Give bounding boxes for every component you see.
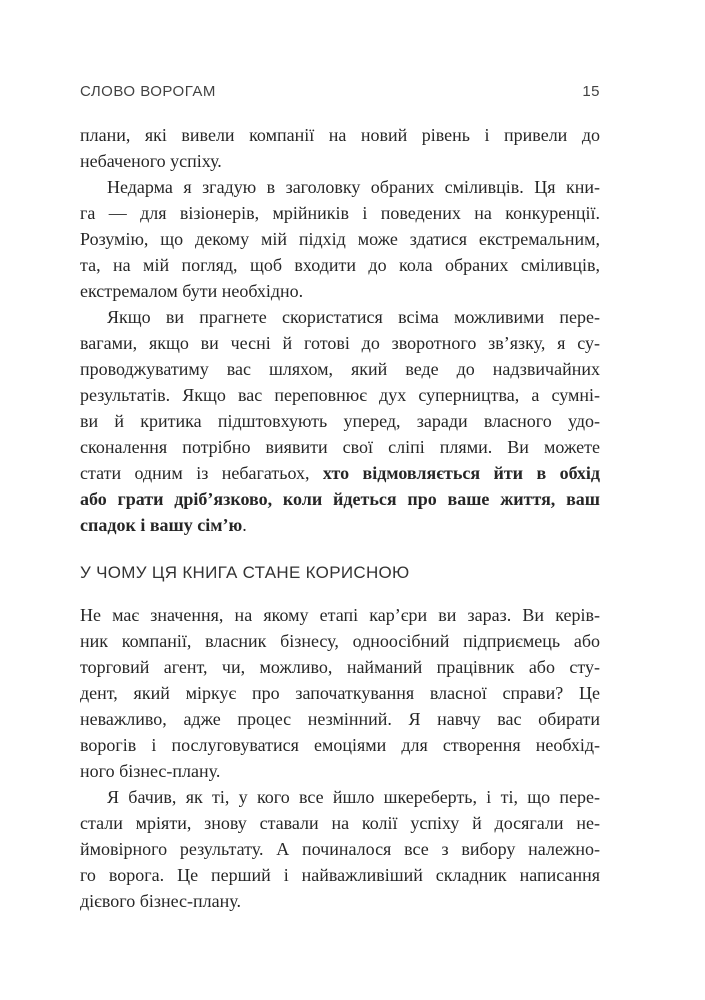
text-segment: дієвого бізнес-плану.	[80, 891, 241, 911]
bold-text-segment: хто відмовляється йти в обхід	[322, 463, 600, 483]
text-segment: дент, який міркує про започаткування власної справи? Це	[80, 683, 600, 703]
text-line	[80, 252, 600, 278]
text-segment: го ворога. Це перший і найважливіший складник написання	[80, 865, 600, 885]
text-line	[80, 706, 600, 732]
text-line	[80, 200, 600, 226]
text-line	[80, 226, 600, 252]
text-segment: плани, які вивели компанії на новий рівень і привели до	[80, 125, 600, 145]
text-line	[80, 732, 600, 758]
text-line	[80, 512, 600, 538]
text-segment: ворогів і послуговуватися емоціями для створення необхід-	[80, 735, 600, 755]
section-heading: У ЧОМУ ЦЯ КНИГА СТАНЕ КОРИСНОЮ	[80, 563, 410, 582]
paragraph	[80, 304, 600, 538]
text-line	[80, 382, 600, 408]
text-line	[80, 148, 600, 174]
page-number: 15	[582, 83, 600, 100]
text-segment: результатів. Якщо вас переповнює дух суперництва, а сумні-	[80, 385, 600, 405]
text-segment: екстремалом бути необхідно.	[80, 281, 304, 301]
text-line	[80, 888, 600, 914]
text-line	[80, 330, 600, 356]
text-segment: ви й критика підштовхують уперед, заради власного удо-	[80, 411, 600, 431]
text-segment: неважливо, адже процес незмінний. Я навчу вас обирати	[80, 709, 600, 729]
paragraph	[80, 174, 600, 304]
text-segment: ймовірного результату. А починалося все з вибору належно-	[80, 839, 600, 859]
text-segment: сконалення потрібно виявити свої сліпі плями. Ви можете	[80, 437, 600, 457]
text-segment: торговий агент, чи, можливо, найманий працівник або сту-	[80, 657, 600, 677]
text-segment: Якщо ви прагнете скористатися всіма можливими пере-	[107, 307, 600, 327]
text-line	[80, 602, 600, 628]
text-line	[80, 758, 600, 784]
text-segment: небаченого успіху.	[80, 151, 222, 171]
text-segment: Недарма я згадую в заголовку обраних сміливців. Ця кни-	[107, 177, 600, 197]
text-segment: Розумію, що декому мій підхід може здатися екстремальним,	[80, 229, 600, 249]
text-segment: ник компанії, власник бізнесу, одноосібний підприємець або	[80, 631, 600, 651]
text-segment: ного бізнес-плану.	[80, 761, 221, 781]
text-line	[80, 654, 600, 680]
text-line	[80, 408, 600, 434]
text-line	[80, 434, 600, 460]
text-line	[80, 628, 600, 654]
text-segment: Не має значення, на якому етапі кар’єри ви зараз. Ви керів-	[80, 605, 600, 625]
text-line	[80, 486, 600, 512]
text-segment: стали мріяти, знову ставали на колії успіху й досягали не-	[80, 813, 600, 833]
paragraph	[80, 784, 600, 914]
text-line	[80, 356, 600, 382]
text-line	[80, 174, 600, 200]
running-title: СЛОВО ВОРОГАМ	[80, 83, 216, 100]
text-segment: проводжуватиму вас шляхом, який веде до надзвичайних	[80, 359, 600, 379]
text-segment: стати одним із небагатьох,	[80, 463, 323, 483]
text-line	[80, 304, 600, 330]
text-segment: Я бачив, як ті, у кого все йшло шкереберть, і ті, що пере-	[107, 787, 600, 807]
paragraph	[80, 122, 600, 174]
text-line	[80, 122, 600, 148]
page-body	[80, 122, 600, 914]
text-line	[80, 862, 600, 888]
text-segment: га — для візіонерів, мрійників і поведених на конкуренції.	[80, 203, 600, 223]
text-line	[80, 278, 600, 304]
paragraph	[80, 602, 600, 784]
running-header	[80, 83, 600, 100]
text-line	[80, 810, 600, 836]
text-segment: .	[242, 515, 247, 535]
bold-text-segment: або грати дріб’язково, коли йдеться про ваше життя, ваш	[80, 489, 600, 509]
text-line	[80, 784, 600, 810]
text-line	[80, 836, 600, 862]
text-line	[80, 680, 600, 706]
bold-text-segment: спадок і вашу сім’ю	[80, 515, 243, 535]
text-segment: та, на мій погляд, щоб входити до кола обраних сміливців,	[80, 255, 600, 275]
text-line	[80, 460, 600, 486]
text-segment: вагами, якщо ви чесні й готові до зворотного зв’язку, я су-	[80, 333, 600, 353]
